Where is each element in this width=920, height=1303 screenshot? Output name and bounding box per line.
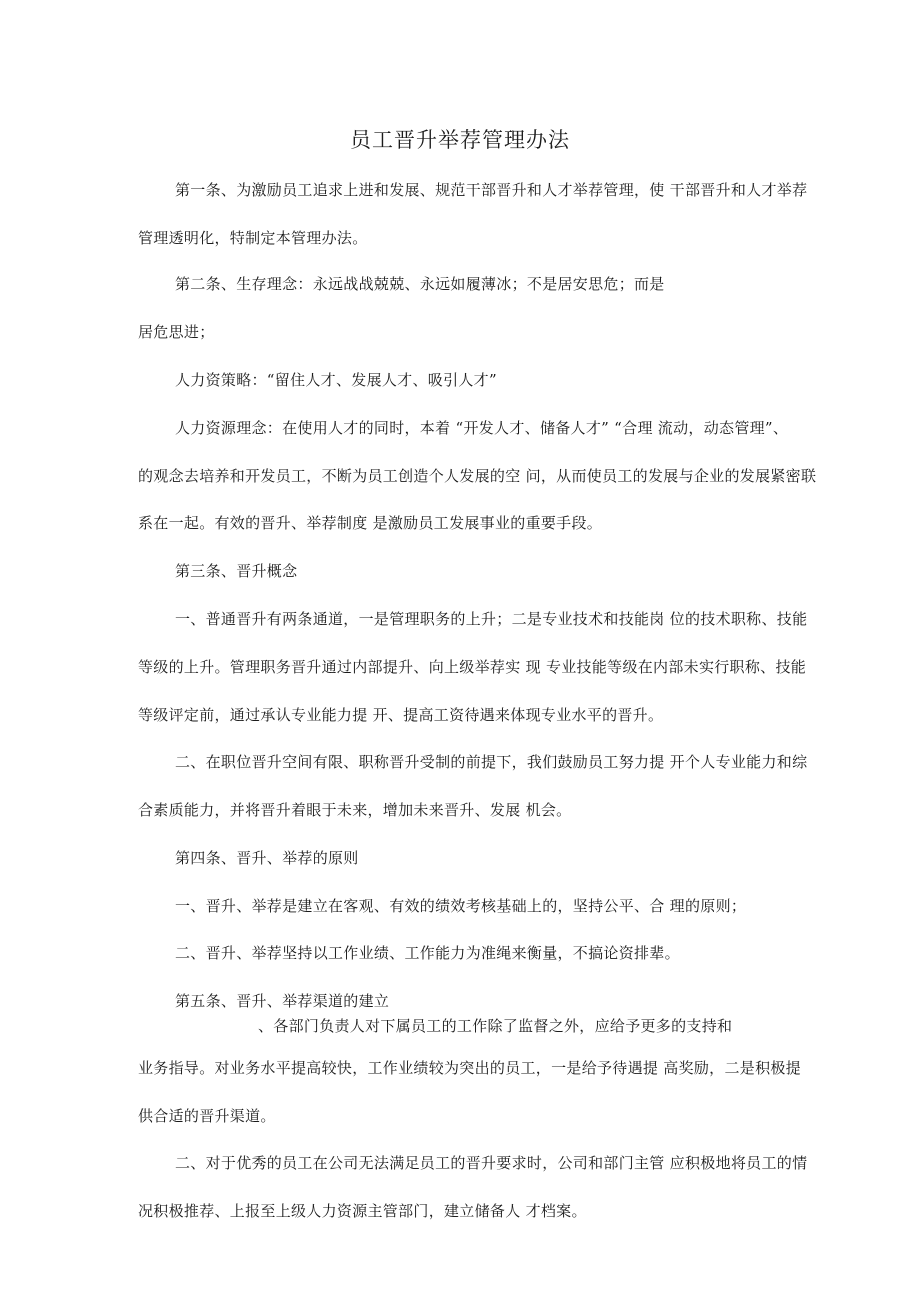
hr-strategy-line: 人力资策略：“留住人才、发展人才、吸引人才”: [175, 371, 497, 389]
hr-philosophy-line-1: 人力资源理念：在使用人才的同时，本着 “开发人才、储备人才” “合理 流动，动态管理”、: [175, 419, 789, 437]
article-3-item-1-line-3: 等级评定前，通过承认专业能力提 开、提高工资待遇来体现专业水平的晋升。: [138, 706, 664, 724]
article-5-item-1-line-2: 业务指导。对业务水平提高较快，工作业绩较为突出的员工，一是给予待遇提 高奖励，二是积极提: [138, 1059, 801, 1077]
article-3-item-1-line-2: 等级的上升。管理职务晋升通过内部提升、向上级举荐实 现 专业技能等级在内部未实行职称、技能: [138, 658, 807, 676]
article-4-item-2: 二、晋升、举荐坚持以工作业绩、工作能力为准绳来衡量，不搞论资排辈。: [175, 944, 680, 962]
article-5-heading: 第五条、晋升、举荐渠道的建立: [175, 992, 390, 1010]
article-5-item-1-line-1: 、各部门负责人对下属员工的工作除了监督之外，应给予更多的支持和: [258, 1017, 733, 1035]
article-1-line-1: 第一条、为激励员工追求上进和发展、规范干部晋升和人才举荐管理，使 干部晋升和人才举荐: [175, 181, 808, 199]
hr-philosophy-line-3: 系在一起。有效的晋升、举荐制度 是激励员工发展事业的重要手段。: [138, 514, 603, 532]
article-5-item-2-line-1: 二、对于优秀的员工在公司无法满足员工的晋升要求时，公司和部门主管 应积极地将员工的情: [175, 1154, 808, 1172]
article-1-line-2: 管理透明化，特制定本管理办法。: [138, 229, 368, 247]
article-3-item-2-line-2: 合素质能力，并将晋升着眼于未来，增加未来晋升、发展 机会。: [138, 801, 572, 819]
article-2-line-2: 居危思进；: [138, 323, 215, 341]
article-4-item-1: 一、晋升、举荐是建立在客观、有效的绩效考核基础上的，坚持公平、合 理的原则；: [175, 897, 747, 915]
article-2-line-1: 第二条、生存理念：永远战战兢兢、永远如履薄冰；不是居安思危；而是: [175, 275, 665, 293]
article-3-item-1-line-1: 一、普通晋升有两条通道，一是管理职务的上升；二是专业技术和技能岗 位的技术职称、技能: [175, 610, 808, 628]
article-3-item-2-line-1: 二、在职位晋升空间有限、职称晋升受制的前提下，我们鼓励员工努力提 开个人专业能力和综: [175, 753, 808, 771]
article-5-item-2-line-2: 况积极推荐、上报至上级人力资源主管部门，建立储备人 才档案。: [138, 1202, 587, 1220]
hr-philosophy-line-2: 的观念去培养和开发员工，不断为员工创造个人发展的空 问，从而使员工的发展与企业的发展紧密联: [138, 467, 817, 485]
article-3-heading: 第三条、晋升概念: [175, 562, 298, 580]
article-5-item-1-line-3: 供合适的晋升渠道。: [138, 1107, 276, 1125]
document-title: 员工晋升举荐管理办法: [350, 128, 570, 152]
article-4-heading: 第四条、晋升、举荐的原则: [175, 849, 359, 867]
